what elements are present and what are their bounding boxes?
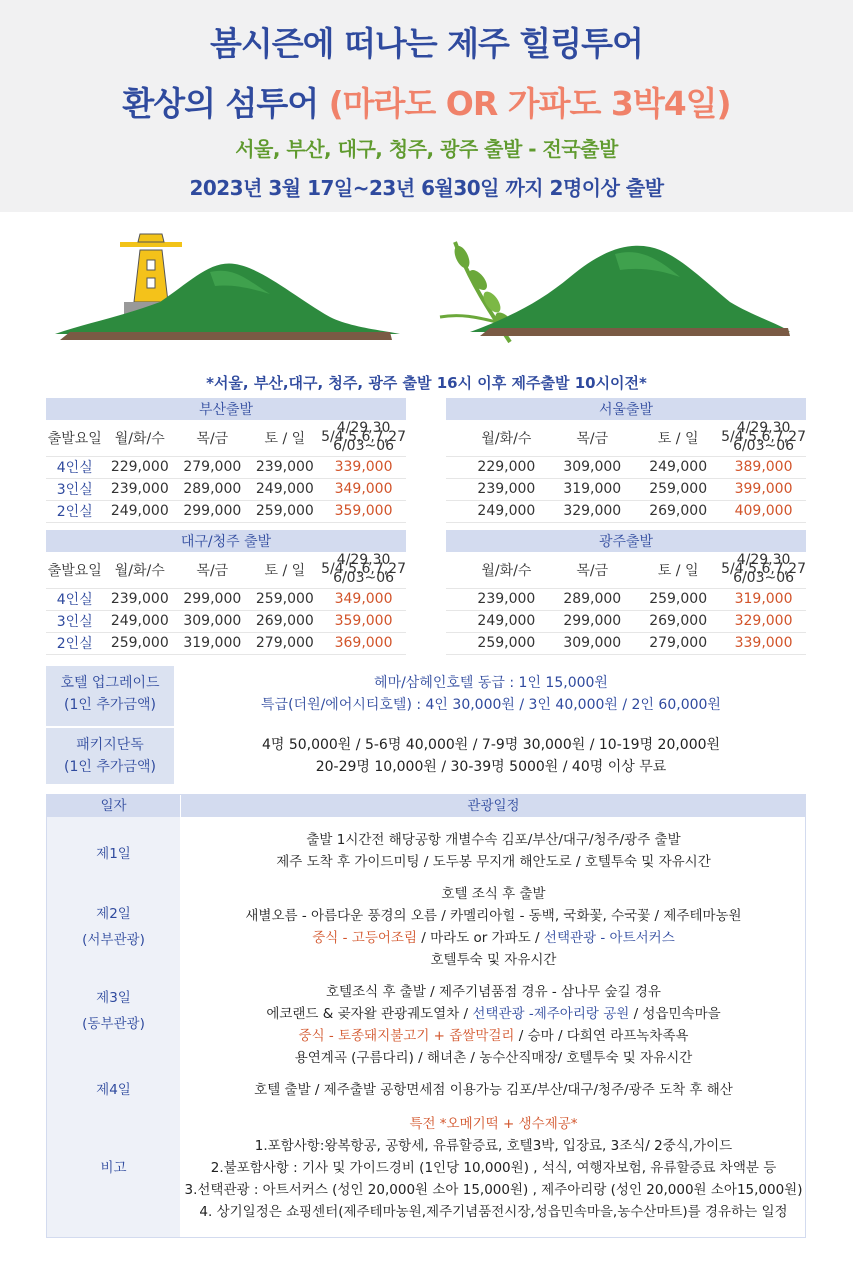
package-exclusive-label-line1: 패키지단독 bbox=[76, 737, 144, 753]
peak-price-cell: 399,000 bbox=[721, 478, 806, 500]
remarks-line: 2.불포함사항 : 기사 및 가이드경비 (1인당 10,000원) , 석식, 여행자보험, 유류할증료 차액분 등 bbox=[210, 1160, 777, 1176]
price-cell: 299,000 bbox=[176, 500, 249, 522]
room-type: 3인실 bbox=[46, 478, 104, 500]
price-cell: 329,000 bbox=[549, 500, 635, 522]
package-exclusive-content bbox=[176, 728, 806, 784]
day3-optional-tour: 선택관광 -제주아리랑 공원 bbox=[472, 1006, 630, 1022]
peak-dates-text: 4/29,30 5/4,5,6,7,27 6/03~06 bbox=[721, 420, 806, 455]
price-cell: 239,000 bbox=[249, 456, 322, 478]
itinerary-table bbox=[46, 794, 806, 1238]
day2-line: 새별오름 - 아름다운 풍경의 오름 / 카멜리아힐 - 동백, 국화꽃, 수국꽃 / 제주테마농원 bbox=[245, 908, 742, 924]
peak-price-cell: 359,000 bbox=[321, 500, 406, 522]
price-cell: 239,000 bbox=[104, 588, 177, 610]
remarks-special: 특전 *오메기떡 + 생수제공* bbox=[409, 1116, 578, 1132]
table-row bbox=[446, 610, 806, 632]
column-header: 월/화/수 bbox=[104, 552, 177, 588]
price-cell: 269,000 bbox=[635, 610, 721, 632]
day3-line-b: / 성읍민속마을 bbox=[629, 1006, 721, 1022]
day2-optional-tour: 선택관광 - 아트서커스 bbox=[543, 930, 675, 946]
hotel-upgrade-content bbox=[176, 666, 806, 726]
hotel-upgrade-label-line1: 호텔 업그레이드 bbox=[60, 675, 160, 691]
room-type: 2인실 bbox=[46, 632, 104, 654]
package-exclusive-label-line2: (1인 추가금액) bbox=[64, 759, 156, 775]
hotel-upgrade-line2: 특급(더원/에어시티호텔) : 4인 30,000원 / 3인 40,000원 / 2인 60,000원 bbox=[261, 697, 721, 713]
price-cell: 259,000 bbox=[249, 588, 322, 610]
day2-lunch: 중식 - 고등어조림 bbox=[312, 930, 417, 946]
column-header: 목/금 bbox=[549, 552, 635, 588]
price-table-seoul bbox=[446, 398, 806, 523]
price-cell: 259,000 bbox=[635, 588, 721, 610]
table-caption: 대구/청주 출발 bbox=[46, 530, 406, 552]
room-type bbox=[446, 500, 463, 522]
column-header: 출발요일 bbox=[46, 420, 104, 456]
price-cell: 299,000 bbox=[176, 588, 249, 610]
package-exclusive-section bbox=[46, 728, 806, 784]
column-header: 토 / 일 bbox=[249, 552, 322, 588]
room-type: 2인실 bbox=[46, 500, 104, 522]
day2-line bbox=[181, 927, 806, 949]
price-cell: 239,000 bbox=[463, 588, 549, 610]
price-cell: 319,000 bbox=[176, 632, 249, 654]
day1-label: 제1일 bbox=[96, 846, 131, 862]
price-cell: 249,000 bbox=[463, 610, 549, 632]
table-row bbox=[446, 632, 806, 654]
room-type bbox=[446, 610, 463, 632]
day3-label-text: 제3일 bbox=[96, 990, 131, 1006]
table-row bbox=[46, 632, 406, 654]
price-cell: 309,000 bbox=[549, 456, 635, 478]
room-type bbox=[446, 456, 463, 478]
price-cell: 229,000 bbox=[463, 456, 549, 478]
peak-price-cell: 329,000 bbox=[721, 610, 806, 632]
day3-sublabel: (동부관광) bbox=[82, 1016, 145, 1032]
room-type: 4인실 bbox=[46, 456, 104, 478]
wheat-island-illustration bbox=[440, 242, 790, 342]
day3-line bbox=[181, 1025, 806, 1047]
table-row bbox=[46, 478, 406, 500]
table-row bbox=[446, 456, 806, 478]
room-type bbox=[446, 588, 463, 610]
price-cell: 309,000 bbox=[176, 610, 249, 632]
sub-title bbox=[0, 78, 853, 125]
column-header bbox=[446, 420, 463, 456]
lighthouse-island-illustration bbox=[55, 234, 400, 340]
package-exclusive-line1: 4명 50,000원 / 5-6명 40,000원 / 7-9명 30,000원 / 10-19명 20,000원 bbox=[261, 737, 721, 753]
price-cell: 249,000 bbox=[635, 456, 721, 478]
column-header: 목/금 bbox=[176, 420, 249, 456]
price-table-gwangju bbox=[446, 530, 806, 655]
price-cell: 309,000 bbox=[549, 632, 635, 654]
table-row bbox=[46, 456, 406, 478]
peak-price-cell: 349,000 bbox=[321, 478, 406, 500]
day2-plan bbox=[181, 883, 806, 971]
day2-line: 호텔투숙 및 자유시간 bbox=[430, 952, 557, 968]
table-row bbox=[46, 610, 406, 632]
table-row bbox=[46, 500, 406, 522]
table-row bbox=[446, 500, 806, 522]
peak-price-cell: 369,000 bbox=[321, 632, 406, 654]
peak-dates-header bbox=[321, 420, 406, 456]
day2-line: 호텔 조식 후 출발 bbox=[441, 886, 546, 902]
price-cell: 259,000 bbox=[104, 632, 177, 654]
column-header: 토 / 일 bbox=[635, 552, 721, 588]
table-caption: 부산출발 bbox=[46, 398, 406, 420]
peak-price-cell: 339,000 bbox=[721, 632, 806, 654]
price-cell: 249,000 bbox=[463, 500, 549, 522]
price-cell: 259,000 bbox=[635, 478, 721, 500]
day3-label bbox=[47, 985, 180, 1037]
column-header: 토 / 일 bbox=[635, 420, 721, 456]
day4-plan: 호텔 출발 / 제주출발 공항면세점 이용가능 김포/부산/대구/청주/광주 도착 후 해산 bbox=[254, 1082, 733, 1098]
day3-line: 용연계곡 (구름다리) / 해녀촌 / 농수산직매장/ 호텔투숙 및 자유시간 bbox=[294, 1050, 693, 1066]
remarks-line: 3.선택관광 : 아트서커스 (성인 20,000원 소아 15,000원) , 제주아리랑 (성인 20,000원 소아15,000원) bbox=[184, 1182, 803, 1198]
peak-price-cell: 349,000 bbox=[321, 588, 406, 610]
day1-line: 출발 1시간전 해당공항 개별수속 김포/부산/대구/청주/광주 출발 bbox=[306, 832, 681, 848]
table-row bbox=[446, 478, 806, 500]
price-cell: 289,000 bbox=[176, 478, 249, 500]
price-table-busan bbox=[46, 398, 406, 523]
island-illustrations bbox=[0, 222, 853, 352]
package-exclusive-label bbox=[46, 728, 174, 784]
peak-dates-header bbox=[721, 420, 806, 456]
price-cell: 269,000 bbox=[249, 610, 322, 632]
remarks-label: 비고 bbox=[100, 1160, 127, 1176]
column-header: 출발요일 bbox=[46, 552, 104, 588]
day3-line-c: / 승마 / 다희연 라프녹차족욕 bbox=[514, 1028, 689, 1044]
hotel-upgrade-label bbox=[46, 666, 174, 726]
column-header: 토 / 일 bbox=[249, 420, 322, 456]
day2-label-text: 제2일 bbox=[96, 906, 131, 922]
day4-label: 제4일 bbox=[96, 1082, 131, 1098]
table-caption: 광주출발 bbox=[446, 530, 806, 552]
peak-dates-text: 4/29,30 5/4,5,6,7,27 6/03~06 bbox=[321, 552, 406, 587]
price-cell: 279,000 bbox=[635, 632, 721, 654]
price-cell: 279,000 bbox=[176, 456, 249, 478]
itinerary-header-plan: 관광일정 bbox=[181, 795, 806, 817]
column-header: 월/화/수 bbox=[104, 420, 177, 456]
peak-price-cell: 359,000 bbox=[321, 610, 406, 632]
hotel-upgrade-section bbox=[46, 666, 806, 726]
main-title: 봄시즌에 떠나는 제주 힐링투어 bbox=[210, 24, 643, 63]
room-type: 3인실 bbox=[46, 610, 104, 632]
sub-title-accent: (마라도 OR 가파도 3박4일) bbox=[328, 84, 731, 123]
hotel-upgrade-label-line2: (1인 추가금액) bbox=[64, 697, 156, 713]
table-caption: 서울출발 bbox=[446, 398, 806, 420]
day2-line-mid: / 마라도 or 가파도 / bbox=[417, 930, 544, 946]
price-cell: 319,000 bbox=[549, 478, 635, 500]
departure-cities: 서울, 부산, 대구, 청주, 광주 출발 - 전국출발 bbox=[235, 137, 618, 161]
day3-line bbox=[181, 1003, 806, 1025]
price-cell: 269,000 bbox=[635, 500, 721, 522]
day3-lunch: 중식 - 토종돼지불고기 + 좁쌀막걸리 bbox=[298, 1028, 515, 1044]
price-cell: 259,000 bbox=[463, 632, 549, 654]
day1-plan bbox=[181, 829, 806, 873]
column-header: 월/화/수 bbox=[463, 420, 549, 456]
tour-period: 2023년 3월 17일~23년 6월30일 까지 2명이상 출발 bbox=[189, 176, 664, 200]
peak-price-cell: 319,000 bbox=[721, 588, 806, 610]
peak-dates-header bbox=[721, 552, 806, 588]
peak-dates-text: 4/29,30 5/4,5,6,7,27 6/03~06 bbox=[321, 420, 406, 455]
column-header: 목/금 bbox=[176, 552, 249, 588]
remarks-line: 1.포함사항:왕복항공, 공항세, 유류할증료, 호텔3박, 입장료, 3조식/ 2중식,가이드 bbox=[254, 1138, 733, 1154]
price-cell: 299,000 bbox=[549, 610, 635, 632]
remarks-line: 4. 상기일정은 쇼핑센터(제주테마농원,제주기념품전시장,성읍민속마을,농수산마트)를 경유하는 일정 bbox=[199, 1204, 788, 1220]
price-cell: 249,000 bbox=[104, 610, 177, 632]
peak-price-cell: 339,000 bbox=[321, 456, 406, 478]
price-cell: 259,000 bbox=[249, 500, 322, 522]
table-row bbox=[446, 588, 806, 610]
peak-price-cell: 409,000 bbox=[721, 500, 806, 522]
price-cell: 289,000 bbox=[549, 588, 635, 610]
column-header: 목/금 bbox=[549, 420, 635, 456]
peak-dates-text: 4/29,30 5/4,5,6,7,27 6/03~06 bbox=[721, 552, 806, 587]
day2-label bbox=[47, 901, 180, 953]
column-header: 월/화/수 bbox=[463, 552, 549, 588]
price-cell: 249,000 bbox=[249, 478, 322, 500]
peak-price-cell: 389,000 bbox=[721, 456, 806, 478]
hotel-upgrade-line1: 헤마/삼헤인호텔 동급 : 1인 15,000원 bbox=[374, 675, 608, 691]
remarks-content bbox=[181, 1113, 806, 1223]
day3-plan bbox=[181, 981, 806, 1069]
day3-line: 호텔조식 후 출발 / 제주기념품점 경유 - 삼나무 숲길 경유 bbox=[326, 984, 661, 1000]
price-cell: 239,000 bbox=[463, 478, 549, 500]
room-type bbox=[446, 478, 463, 500]
day1-line: 제주 도착 후 가이드미팅 / 도두봉 무지개 해안도로 / 호텔투숙 및 자유시간 bbox=[276, 854, 711, 870]
table-row bbox=[46, 588, 406, 610]
sub-title-main: 환상의 섬투어 bbox=[122, 84, 329, 123]
price-cell: 229,000 bbox=[104, 456, 177, 478]
room-type bbox=[446, 632, 463, 654]
itinerary-header-day: 일자 bbox=[47, 795, 180, 817]
price-cell: 279,000 bbox=[249, 632, 322, 654]
column-header bbox=[446, 552, 463, 588]
peak-dates-header bbox=[321, 552, 406, 588]
price-cell: 239,000 bbox=[104, 478, 177, 500]
day3-line-a: 에코랜드 & 곶자왈 관광궤도열차 / bbox=[266, 1006, 473, 1022]
departure-notice: *서울, 부산,대구, 청주, 광주 출발 16시 이후 제주출발 10시이전* bbox=[206, 374, 647, 392]
day2-sublabel: (서부관광) bbox=[82, 932, 145, 948]
package-exclusive-line2: 20-29명 10,000원 / 30-39명 5000원 / 40명 이상 무료 bbox=[315, 759, 667, 775]
price-cell: 249,000 bbox=[104, 500, 177, 522]
room-type: 4인실 bbox=[46, 588, 104, 610]
price-table-daegu bbox=[46, 530, 406, 655]
header-banner bbox=[0, 0, 853, 212]
